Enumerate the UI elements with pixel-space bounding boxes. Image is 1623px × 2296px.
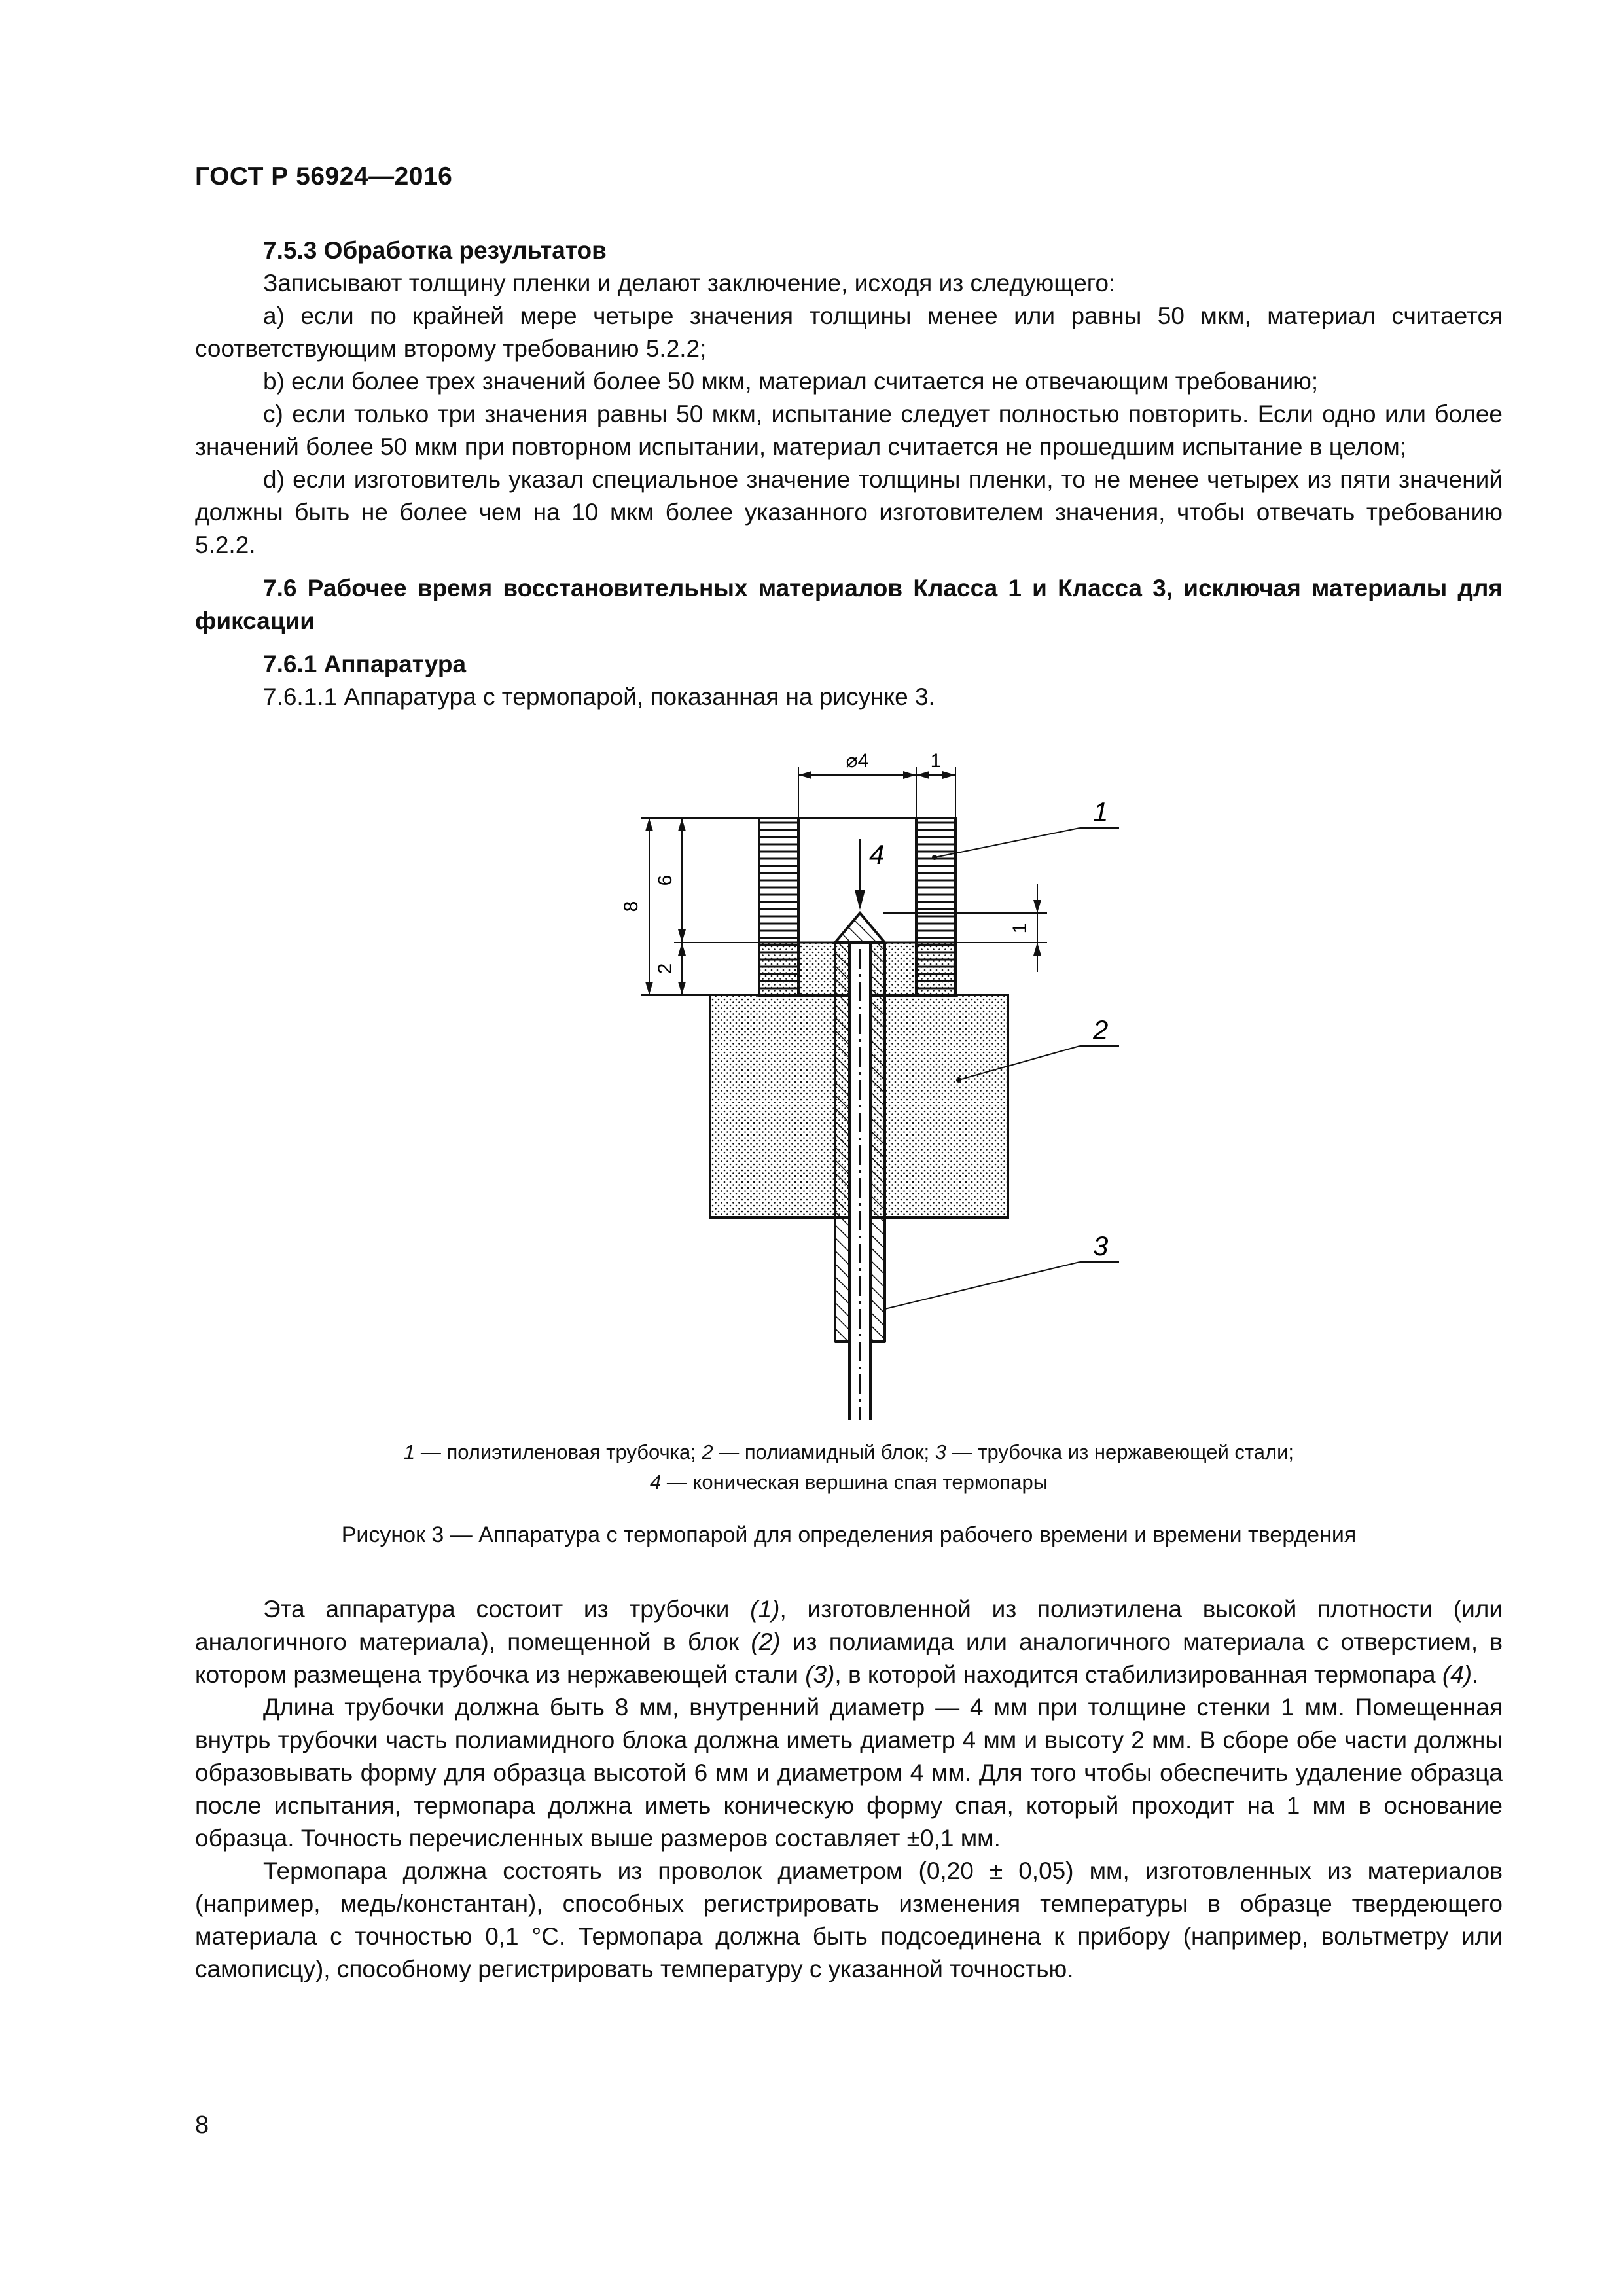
paragraph-7-6-1-1: 7.6.1.1 Аппаратура с термопарой, показанная на рисунке 3.: [263, 683, 935, 710]
paragraph-tube-dimensions: Длина трубочки должна быть 8 мм, внутренний диаметр — 4 мм при толщине стенки 1 мм. Помещенная внутрь трубочки часть полиамидного блока должна иметь диаметр 4 мм и высоту 2 мм. В сборе обе части должны образовывать форму для образца высотой 6 мм и диаметром 4 мм. Для того чтобы обеспечить удаление образца после испытания, термопара должна иметь коническую форму спая, который проходит на 1 мм в основание образца. Точность перечисленных выше размеров составляет ±0,1 мм.: [195, 1694, 1503, 1852]
polyethylene-tube-wall-right: [916, 818, 955, 995]
paragraph-apparatus-description: Эта аппаратура состоит из трубочки (1), изготовленной из полиэтилена высокой плотности (или аналогичного материала), помещенной в блок (2) из полиамида или аналогичного материала с отверстием, в котором размещена трубочка из нержавеющей стали (3), в которой находится стабилизированная термопара (4).: [195, 1596, 1503, 1688]
dim-height-8: 8: [620, 901, 642, 912]
paragraph-intro: Записывают толщину пленки и делают заключение, исходя из следующего:: [263, 270, 1116, 296]
stainless-tube-left: [835, 942, 849, 1342]
list-item-d: d) если изготовитель указал специальное значение толщины пленки, то не менее четырех из пяти значений должны быть не более чем на 10 мкм более указанного изготовителем значения, чтобы отвечать требованию 5.2.2.: [195, 466, 1503, 558]
dim-tip-1: 1: [1009, 922, 1031, 934]
dim-height-2: 2: [654, 963, 676, 975]
dim-wall-1: 1: [930, 750, 942, 772]
stainless-tube-right: [870, 942, 885, 1342]
figure-3-apparatus: [576, 733, 1165, 1420]
callout-2: 2: [1093, 1014, 1109, 1045]
page-number: 8: [195, 2111, 209, 2139]
list-item-c: c) если только три значения равны 50 мкм, испытание следует полностью повторить. Если одно или более значений более 50 мкм при повторном испытании, материал считается не прошедшим испытание в целом;: [195, 401, 1503, 460]
heading-7-6-1: 7.6.1 Аппаратура: [263, 651, 467, 677]
figure-caption: Рисунок 3 — Аппаратура с термопарой для определения рабочего времени и времени твердения: [341, 1522, 1357, 1547]
callout-4: 4: [869, 839, 885, 870]
heading-7-5-3: 7.5.3 Обработка результатов: [263, 237, 607, 264]
dim-diameter-4: ⌀4: [846, 750, 869, 772]
paragraph-thermocouple-wires: Термопара должна состоять из проволок диаметром (0,20 ± 0,05) мм, изготовленных из материалов (например, медь/константан), способных регистрировать изменения температуры в образце твердеющего материала с точностью 0,1 °С. Термопара должна быть подсоединена к прибору (например, вольтметру или самописцу), способному регистрировать температуру с указанной точностью.: [195, 1857, 1503, 1982]
document-header: ГОСТ Р 56924—2016: [195, 162, 453, 190]
list-item-b: b) если более трех значений более 50 мкм, материал считается не отвечающим требованию;: [263, 368, 1319, 395]
dim-height-6: 6: [654, 874, 676, 886]
list-item-a: a) если по крайней мере четыре значения толщины менее или равны 50 мкм, материал считается соответствующим второму требованию 5.2.2;: [195, 302, 1503, 362]
callout-3: 3: [1093, 1230, 1109, 1261]
callout-1: 1: [1093, 797, 1109, 827]
text-block-upper: [195, 234, 1503, 713]
text-block-lower: [195, 1593, 1503, 1986]
figure-legend-line-2: 4 — коническая вершина спая термопары: [650, 1471, 1048, 1494]
figure-legend-line-1: 1 — полиэтиленовая трубочка; 2 — полиамидный блок; 3 — трубочка из нержавеющей стали;: [403, 1441, 1294, 1463]
polyethylene-tube-wall-left: [759, 818, 798, 995]
thermocouple-apparatus-drawing: [576, 733, 1165, 1420]
heading-7-6: 7.6 Рабочее время восстановительных материалов Класса 1 и Класса 3, исключая материалы для фиксации: [195, 575, 1503, 634]
